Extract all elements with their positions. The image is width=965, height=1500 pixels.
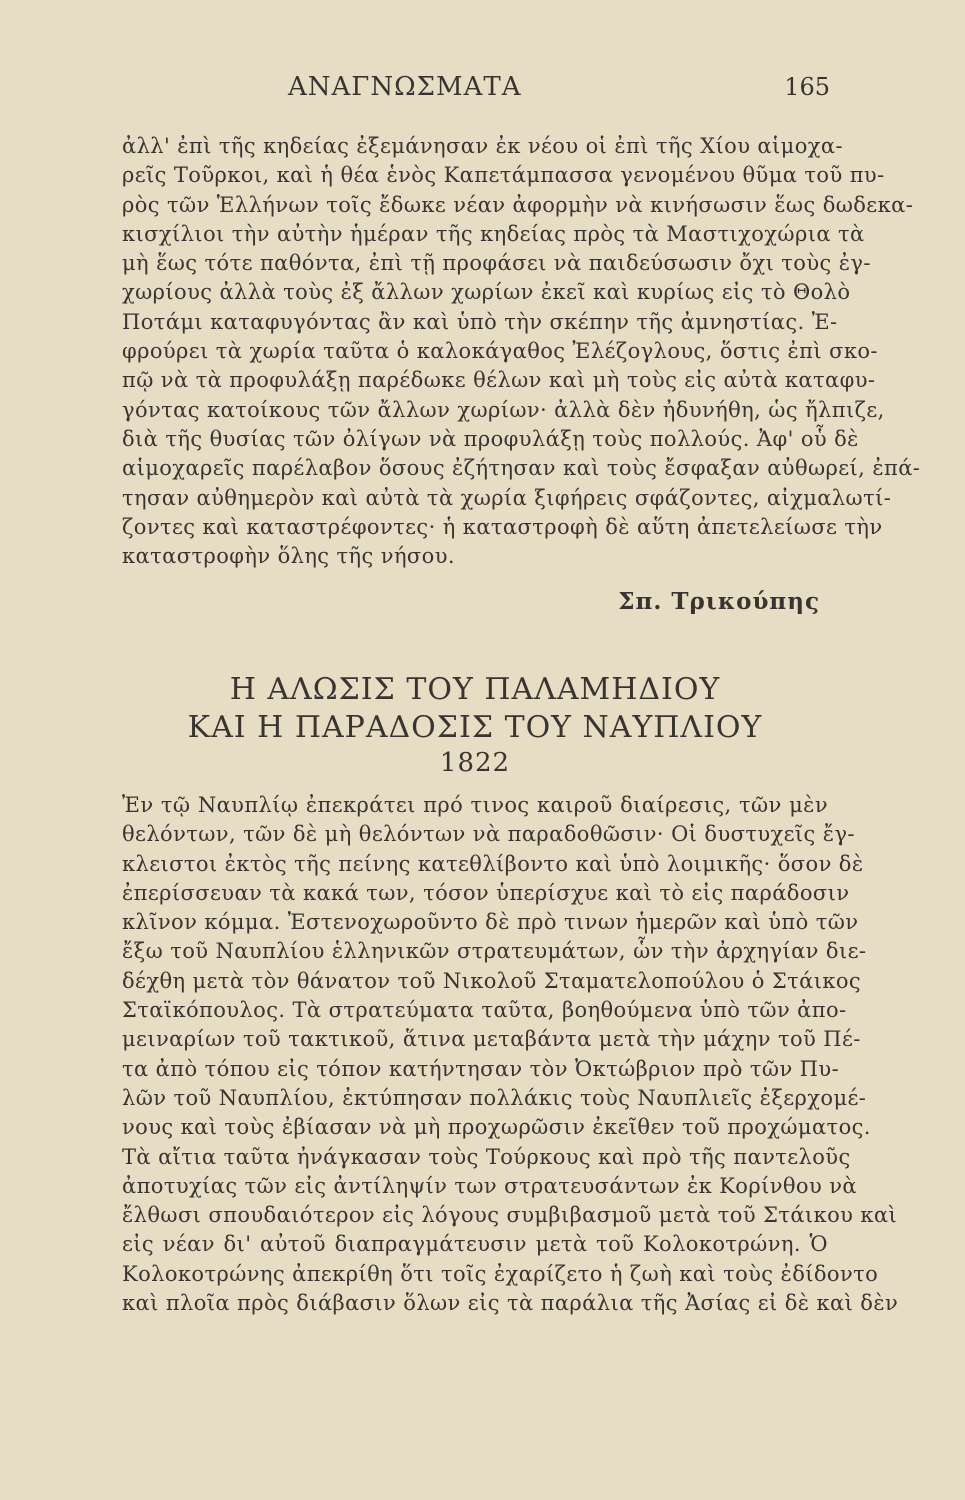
text-line: αἱμοχαρεῖς παρέλαβον ὅσους ἐζήτησαν καὶ τοὺς ἔσφαξαν αὐθωρεί, ἐπά- xyxy=(122,456,921,481)
text-line: Τὰ αἴτια ταῦτα ἠνάγκασαν τοὺς Τούρκους καὶ πρὸ τῆς παντελοῦς xyxy=(122,1144,851,1169)
text-line: Κολοκοτρώνης ἀπεκρίθη ὅτι τοῖς ἐχαρίζετο ἡ ζωὴ καὶ τοὺς ἐδίδοντο xyxy=(122,1261,879,1286)
text-line: χωρίους ἀλλὰ τοὺς ἐξ ἄλλων χωρίων ἐκεῖ καὶ κυρίως εἰς τὸ Θολὸ xyxy=(122,280,851,305)
text-line: Ποτάμι καταφυγόντας ἂν καὶ ὑπὸ τὴν σκέπην τῆς ἀμνηστίας. Ἐ- xyxy=(122,309,838,334)
author-signature: Σπ. Τρικούπης xyxy=(618,588,820,615)
text-line: νους καὶ τοὺς ἐβίασαν νὰ μὴ προχωρῶσιν ἐκεῖθεν τοῦ προχώματος. xyxy=(122,1115,871,1140)
text-line: ρὸς τῶν Ἑλλήνων τοῖς ἔδωκε νέαν ἀφορμὴν νὰ κινήσωσιν ἕως δωδεκα- xyxy=(122,192,914,217)
page-number: 165 xyxy=(784,73,830,101)
text-line: ἀλλ' ἐπὶ τῆς κηδείας ἐξεμάνησαν ἐκ νέου οἱ ἐπὶ τῆς Χίου αἱμοχα- xyxy=(122,134,843,158)
text-line: ζοντες καὶ καταστρέφοντες· ἡ καταστροφὴ δὲ αὕτη ἀπετελείωσε τὴν xyxy=(122,514,883,539)
text-line: κλειστοι ἐκτὸς τῆς πείνης κατεθλίβοντο καὶ ὑπὸ λοιμικῆς· ὅσον δὲ xyxy=(122,851,864,876)
text-line: ἀποτυχίας τῶν εἰς ἀντίληψίν των στρατευσάντων ἐκ Κορίνθου νὰ xyxy=(122,1173,857,1198)
text-line: πῷ νὰ τὰ προφυλάξῃ παρέδωκε θέλων καὶ μὴ τοὺς εἰς αὐτὰ καταφυ- xyxy=(122,368,876,393)
text-line: καταστροφὴν ὅλης τῆς νήσου. xyxy=(122,544,455,569)
article-title-line-1: Η ΑΛΩΣΙΣ ΤΟΥ ΠΑΛΑΜΗΔΙΟΥ xyxy=(229,672,721,707)
text-line: γόντας κατοίκους τῶν ἄλλων χωρίων· ἀλλὰ δὲν ἠδυνήθη, ὡς ἤλπιζε, xyxy=(122,397,885,422)
text-line: θελόντων, τῶν δὲ μὴ θελόντων νὰ παραδοθῶσιν· Οἱ δυστυχεῖς ἔγ- xyxy=(122,822,855,847)
text-line: φρούρει τὰ χωρία ταῦτα ὁ καλοκάγαθος Ἐλέζογλους, ὅστις ἐπὶ σκο- xyxy=(122,339,878,364)
text-line: τησαν αὐθημερὸν καὶ αὐτὰ τὰ χωρία ξιφήρεις σφάζοντες, αἰχμαλωτί- xyxy=(122,485,892,510)
article-year: 1822 xyxy=(439,748,511,778)
article-title-line-2: ΚΑΙ Η ΠΑΡΑΔΟΣΙΣ ΤΟΥ ΝΑΥΠΛΙΟΥ xyxy=(187,710,763,745)
text-line: Σταϊκόπουλος. Τὰ στρατεύματα ταῦτα, βοηθούμενα ὑπὸ τῶν ἀπο- xyxy=(122,998,847,1023)
text-line: ἐπερίσσευαν τὰ κακά των, τόσον ὑπερίσχυε καὶ τὸ εἰς παράδοσιν xyxy=(122,880,850,905)
text-line: Ἐν τῷ Ναυπλίῳ ἐπεκράτει πρό τινος καιροῦ διαίρεσις, τῶν μὲν xyxy=(122,793,828,817)
text-line: κλῖνον κόμμα. Ἐστενοχωροῦντο δὲ πρὸ τινων ἡμερῶν καὶ ὑπὸ τῶν xyxy=(122,910,859,935)
text-line: μὴ ἕως τότε παθόντα, ἐπὶ τῇ προφάσει νὰ παιδεύσωσιν ὄχι τοὺς ἐγ- xyxy=(122,251,871,276)
previous-article-text xyxy=(122,132,921,571)
text-line: ρεῖς Τοῦρκοι, καὶ ἡ θέα ἑνὸς Καπετάμπασσα γενομένου θῦμα τοῦ πυ- xyxy=(122,163,885,188)
article-body-text xyxy=(122,791,899,1318)
text-line: ἔλθωσι σπουδαιότερον εἰς λόγους συμβιβασμοῦ μετὰ τοῦ Στάικου καὶ xyxy=(122,1203,898,1228)
text-line: δέχθη μετὰ τὸν θάνατον τοῦ Νικολοῦ Σταματελοπούλου ὁ Στάικος xyxy=(122,968,862,993)
text-line: κισχίλιοι τὴν αὐτὴν ἡμέραν τῆς κηδείας πρὸς τὰ Μαστιχοχώρια τὰ xyxy=(122,221,865,246)
text-line: διὰ τῆς θυσίας τῶν ὀλίγων νὰ προφυλάξῃ τοὺς πολλούς. Ἀφ' οὗ δὲ xyxy=(122,426,859,451)
text-line: εἰς νέαν δι' αὐτοῦ διαπραγμάτευσιν μετὰ τοῦ Κολοκοτρώνη. Ὁ xyxy=(122,1232,828,1257)
text-line: μειναρίων τοῦ τακτικοῦ, ἅτινα μεταβάντα μετὰ τὴν μάχην τοῦ Πέ- xyxy=(122,1027,861,1052)
text-line: καὶ πλοῖα πρὸς διάβασιν ὅλων εἰς τὰ παράλια τῆς Ἀσίας εἰ δὲ καὶ δὲν xyxy=(122,1291,899,1316)
running-head xyxy=(120,72,830,102)
text-line: λῶν τοῦ Ναυπλίου, ἐκτύπησαν πολλάκις τοὺς Ναυπλιεῖς ἐξερχομέ- xyxy=(122,1085,867,1110)
running-title: ΑΝΑΓΝΩΣΜΑΤΑ xyxy=(288,72,522,102)
text-line: τα ἀπὸ τόπου εἰς τόπον κατήντησαν τὸν Ὀκτώβριον πρὸ τῶν Πυ- xyxy=(122,1056,840,1081)
text-line: ἔξω τοῦ Ναυπλίου ἑλληνικῶν στρατευμάτων, ὧν τὴν ἀρχηγίαν διε- xyxy=(122,939,867,964)
